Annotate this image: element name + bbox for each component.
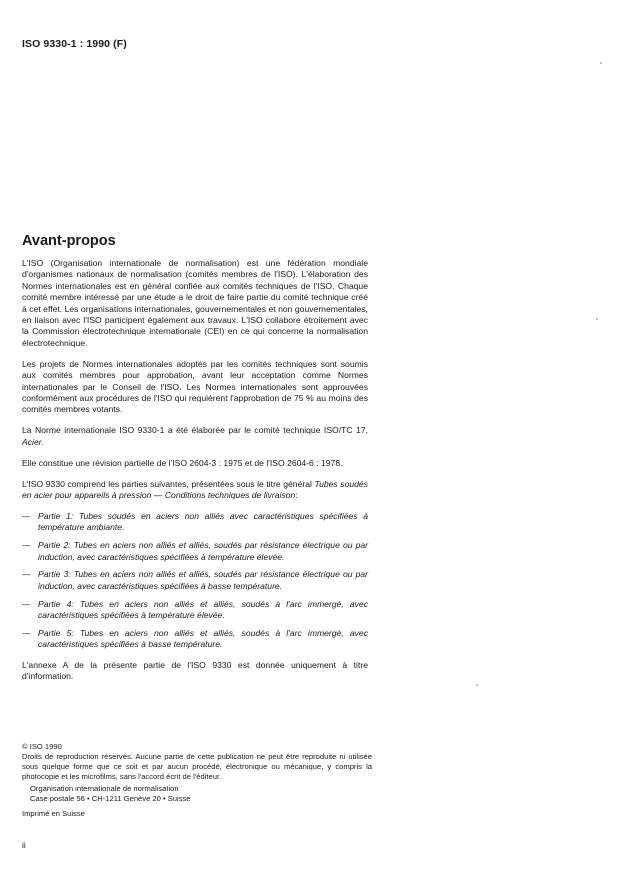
copyright-notice: © ISO 1990 xyxy=(22,742,62,751)
rights-statement: Droits de reproduction réservés. Aucune partie de cette publication ne peut être reproduite ni utilisée sous quelque forme que ce soit et par aucun procédé, électronique ou mécanique, y compris la photocopie et les microfilms, sans l'accord écrit de l'éditeur. xyxy=(22,752,372,781)
scan-speck xyxy=(600,62,602,64)
scan-speck xyxy=(596,318,598,320)
parts-intro-text: L'ISO 9330 comprend les parties suivantes, présentées sous le titre général xyxy=(22,478,315,489)
dash-bullet: — xyxy=(22,540,31,551)
list-item xyxy=(22,569,368,592)
list-item xyxy=(22,599,368,622)
document-header: ISO 9330-1 : 1990 (F) xyxy=(22,38,127,50)
part-5-text: Partie 5: Tubes en aciers non alliés et alliés, soudés à l'arc immergé, avec caractéristiques spécifiées à basse température. xyxy=(38,628,368,650)
list-item xyxy=(22,511,368,534)
list-item xyxy=(22,540,368,563)
part-3-text: Partie 3: Tubes en aciers non alliés et alliés, soudés par résistance électrique ou par induction, avec caractéristiques spécifiées à basse température. xyxy=(38,569,368,591)
general-title: Tubes soudés en acier pour appareils à pression — Conditions techniques de livraison xyxy=(22,478,368,500)
copyright-footer xyxy=(22,742,372,819)
part-2-text: Partie 2: Tubes en aciers non alliés et alliés, soudés par résistance électrique ou par induction, avec caractéristiques spécifiées à température élevée. xyxy=(38,540,368,562)
page-number: ii xyxy=(22,840,26,850)
paragraph-revision: Elle constitue une révision partielle de l'ISO 2604-3 : 1975 et de l'ISO 2604-6 : 1978. xyxy=(22,457,343,468)
dash-bullet: — xyxy=(22,510,31,521)
dash-bullet: — xyxy=(22,598,31,609)
org-address: Case postale 56 • CH-1211 Genève 20 • Suisse xyxy=(30,794,191,803)
parts-intro-colon: : xyxy=(295,489,298,500)
paragraph-iso-intro: L'ISO (Organisation internationale de normalisation) est une fédération mondiale d'organismes nationaux de normalisation (comités membres de l'ISO). L'élaboration des Normes internationales est en général confiée aux comités techniques de l'ISO. Chaque comité membre intéressé par une étude a le droit de faire partie du comité technique créé à cet effet. Les organisations internationales, gouvernementales et non gouvernementales, en liaison avec l'ISO participent également aux travaux. L'ISO collabore étroitement avec la Commission électrotechnique internationale (CEI) en ce qui concerne la normalisation électrotechnique. xyxy=(22,258,368,348)
part-1-text: Partie 1: Tubes soudés en aciers non alliés avec caractéristiques spécifiées à température ambiante. xyxy=(38,510,368,533)
paragraph-parts-intro xyxy=(22,479,368,502)
list-item xyxy=(22,628,368,651)
scan-speck xyxy=(476,684,478,686)
page-title: Avant-propos xyxy=(22,233,116,249)
parts-list xyxy=(22,511,368,651)
tc-name: Acier. xyxy=(22,436,44,447)
paragraph-annex: L'annexe A de la présente partie de l'ISO 9330 est donnée uniquement à titre d'information. xyxy=(22,659,368,682)
dash-bullet: — xyxy=(22,628,31,639)
dash-bullet: — xyxy=(22,569,31,580)
org-name: Organisation internationale de normalisation xyxy=(30,784,179,793)
tc-text: La Norme internationale ISO 9330-1 a été élaborée par le comité technique ISO/TC 17, xyxy=(22,425,368,436)
part-4-text: Partie 4: Tubes en aciers non alliés et alliés, soudés à l'arc immergé, avec caractéristiques spécifiées à température élevée. xyxy=(38,598,368,621)
paragraph-approval: Les projets de Normes internationales adoptés par les comités techniques sont soumis aux comités membres pour approbation, avant leur acceptation comme Normes internationales par le Conseil de l'ISO. Les Normes internationales sont approuvées conformément aux procédures de l'ISO qui requièrent l'approbation de 75 % au moins des comités membres votants. xyxy=(22,358,368,415)
foreword-body xyxy=(22,258,368,692)
printed-in: Imprimé en Suisse xyxy=(22,809,85,818)
paragraph-technical-committee xyxy=(22,425,368,448)
